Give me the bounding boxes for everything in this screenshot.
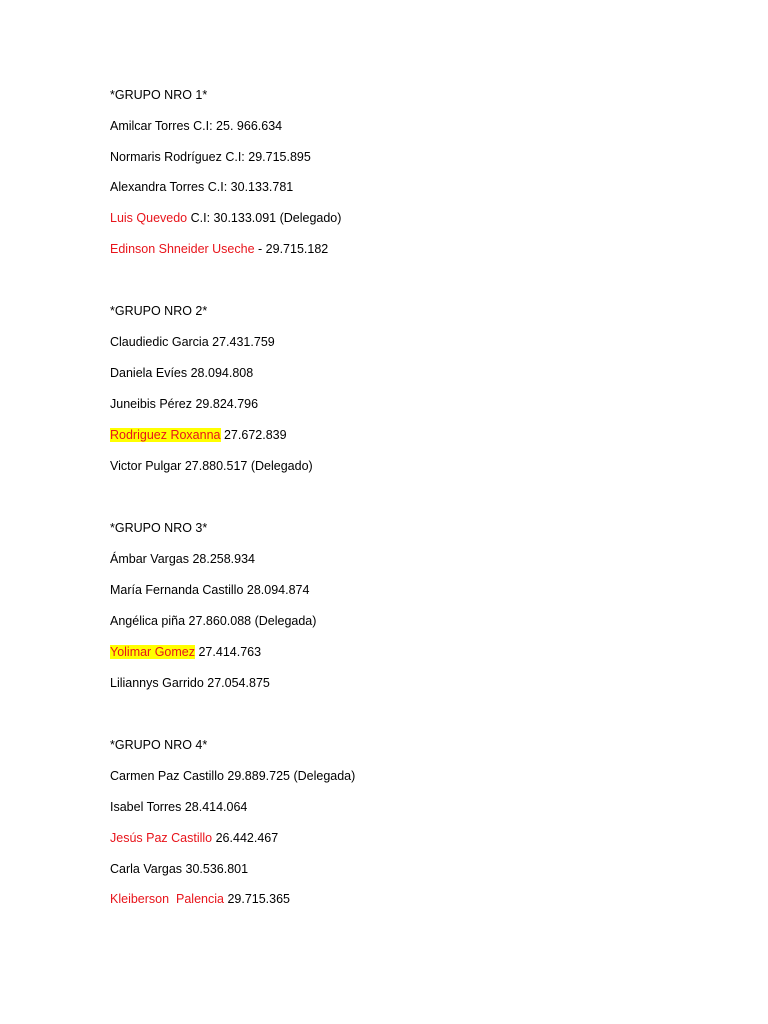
member-name: Victor Pulgar: [110, 459, 182, 473]
member-id: 26.442.467: [215, 831, 279, 845]
list-item: [110, 644, 261, 660]
list-item: [110, 365, 253, 381]
list-item: [110, 799, 247, 815]
list-item: [110, 427, 287, 443]
list-item: [110, 768, 355, 784]
member-id: 28.094.874: [246, 583, 310, 597]
member-id: 27.414.763: [198, 645, 262, 659]
member-id: 29.824.796: [195, 397, 259, 411]
member-name-highlighted: Yolimar Gomez: [110, 645, 195, 659]
member-id: 28.414.064: [184, 800, 248, 814]
member-id: 27.672.839: [223, 428, 287, 442]
list-item: [110, 334, 275, 350]
list-item: [110, 210, 341, 226]
member-name: Luis Quevedo: [110, 211, 188, 225]
member-id: 28.258.934: [192, 552, 256, 566]
member-name: Liliannys Garrido: [110, 676, 204, 690]
member-name: Claudiedic Garcia: [110, 335, 209, 349]
list-item: [110, 891, 290, 907]
member-id: 27.880.517 (Delegado): [184, 459, 313, 473]
member-name-highlighted: Rodriguez Roxanna: [110, 428, 221, 442]
member-name: Carmen Paz Castillo: [110, 769, 224, 783]
list-item: [110, 396, 258, 412]
member-name: Daniela Evíes: [110, 366, 188, 380]
member-id: 27.431.759: [212, 335, 275, 349]
member-id: C.I: 30.133.091 (Delegado): [190, 211, 342, 225]
list-item: [110, 551, 255, 567]
member-id: 30.536.801: [185, 862, 249, 876]
member-name: Edinson Shneider Useche: [110, 242, 255, 256]
member-name: María Fernanda Castillo: [110, 583, 244, 597]
member-name: Jesús Paz Castillo: [110, 831, 213, 845]
list-item: [110, 861, 248, 877]
member-name: Normaris Rodríguez: [110, 150, 222, 164]
member-id: 28.094.808: [190, 366, 254, 380]
list-item: [110, 458, 313, 474]
member-name: Amilcar Torres: [110, 119, 190, 133]
list-item: [110, 830, 278, 846]
member-id: C.I: 30.133.781: [207, 180, 294, 194]
list-item: [110, 582, 309, 598]
member-name: Carla Vargas: [110, 862, 183, 876]
group-title: *GRUPO NRO 3*: [110, 521, 208, 535]
member-id: - 29.715.182: [258, 242, 329, 256]
list-item: [110, 179, 293, 195]
member-id: C.I: 25. 966.634: [193, 119, 283, 133]
list-item: [110, 613, 316, 629]
list-item: [110, 675, 270, 691]
member-id: 29.715.365: [227, 892, 291, 906]
member-id: 27.054.875: [207, 676, 270, 690]
list-item: [110, 149, 311, 165]
member-name: Ámbar Vargas: [110, 552, 189, 566]
member-id: C.I: 29.715.895: [225, 150, 311, 164]
group-title: *GRUPO NRO 1*: [110, 88, 208, 102]
member-name: Alexandra Torres: [110, 180, 205, 194]
member-id: 27.860.088 (Delegada): [188, 614, 317, 628]
member-name: Kleiberson Palencia: [110, 892, 224, 906]
member-name: Juneibis Pérez: [110, 397, 192, 411]
member-name: Isabel Torres: [110, 800, 182, 814]
group-title: *GRUPO NRO 2*: [110, 304, 208, 318]
group-title: *GRUPO NRO 4*: [110, 738, 208, 752]
member-name: Angélica piña: [110, 614, 186, 628]
list-item: [110, 118, 282, 134]
list-item: [110, 241, 328, 257]
member-id: 29.889.725 (Delegada): [227, 769, 356, 783]
